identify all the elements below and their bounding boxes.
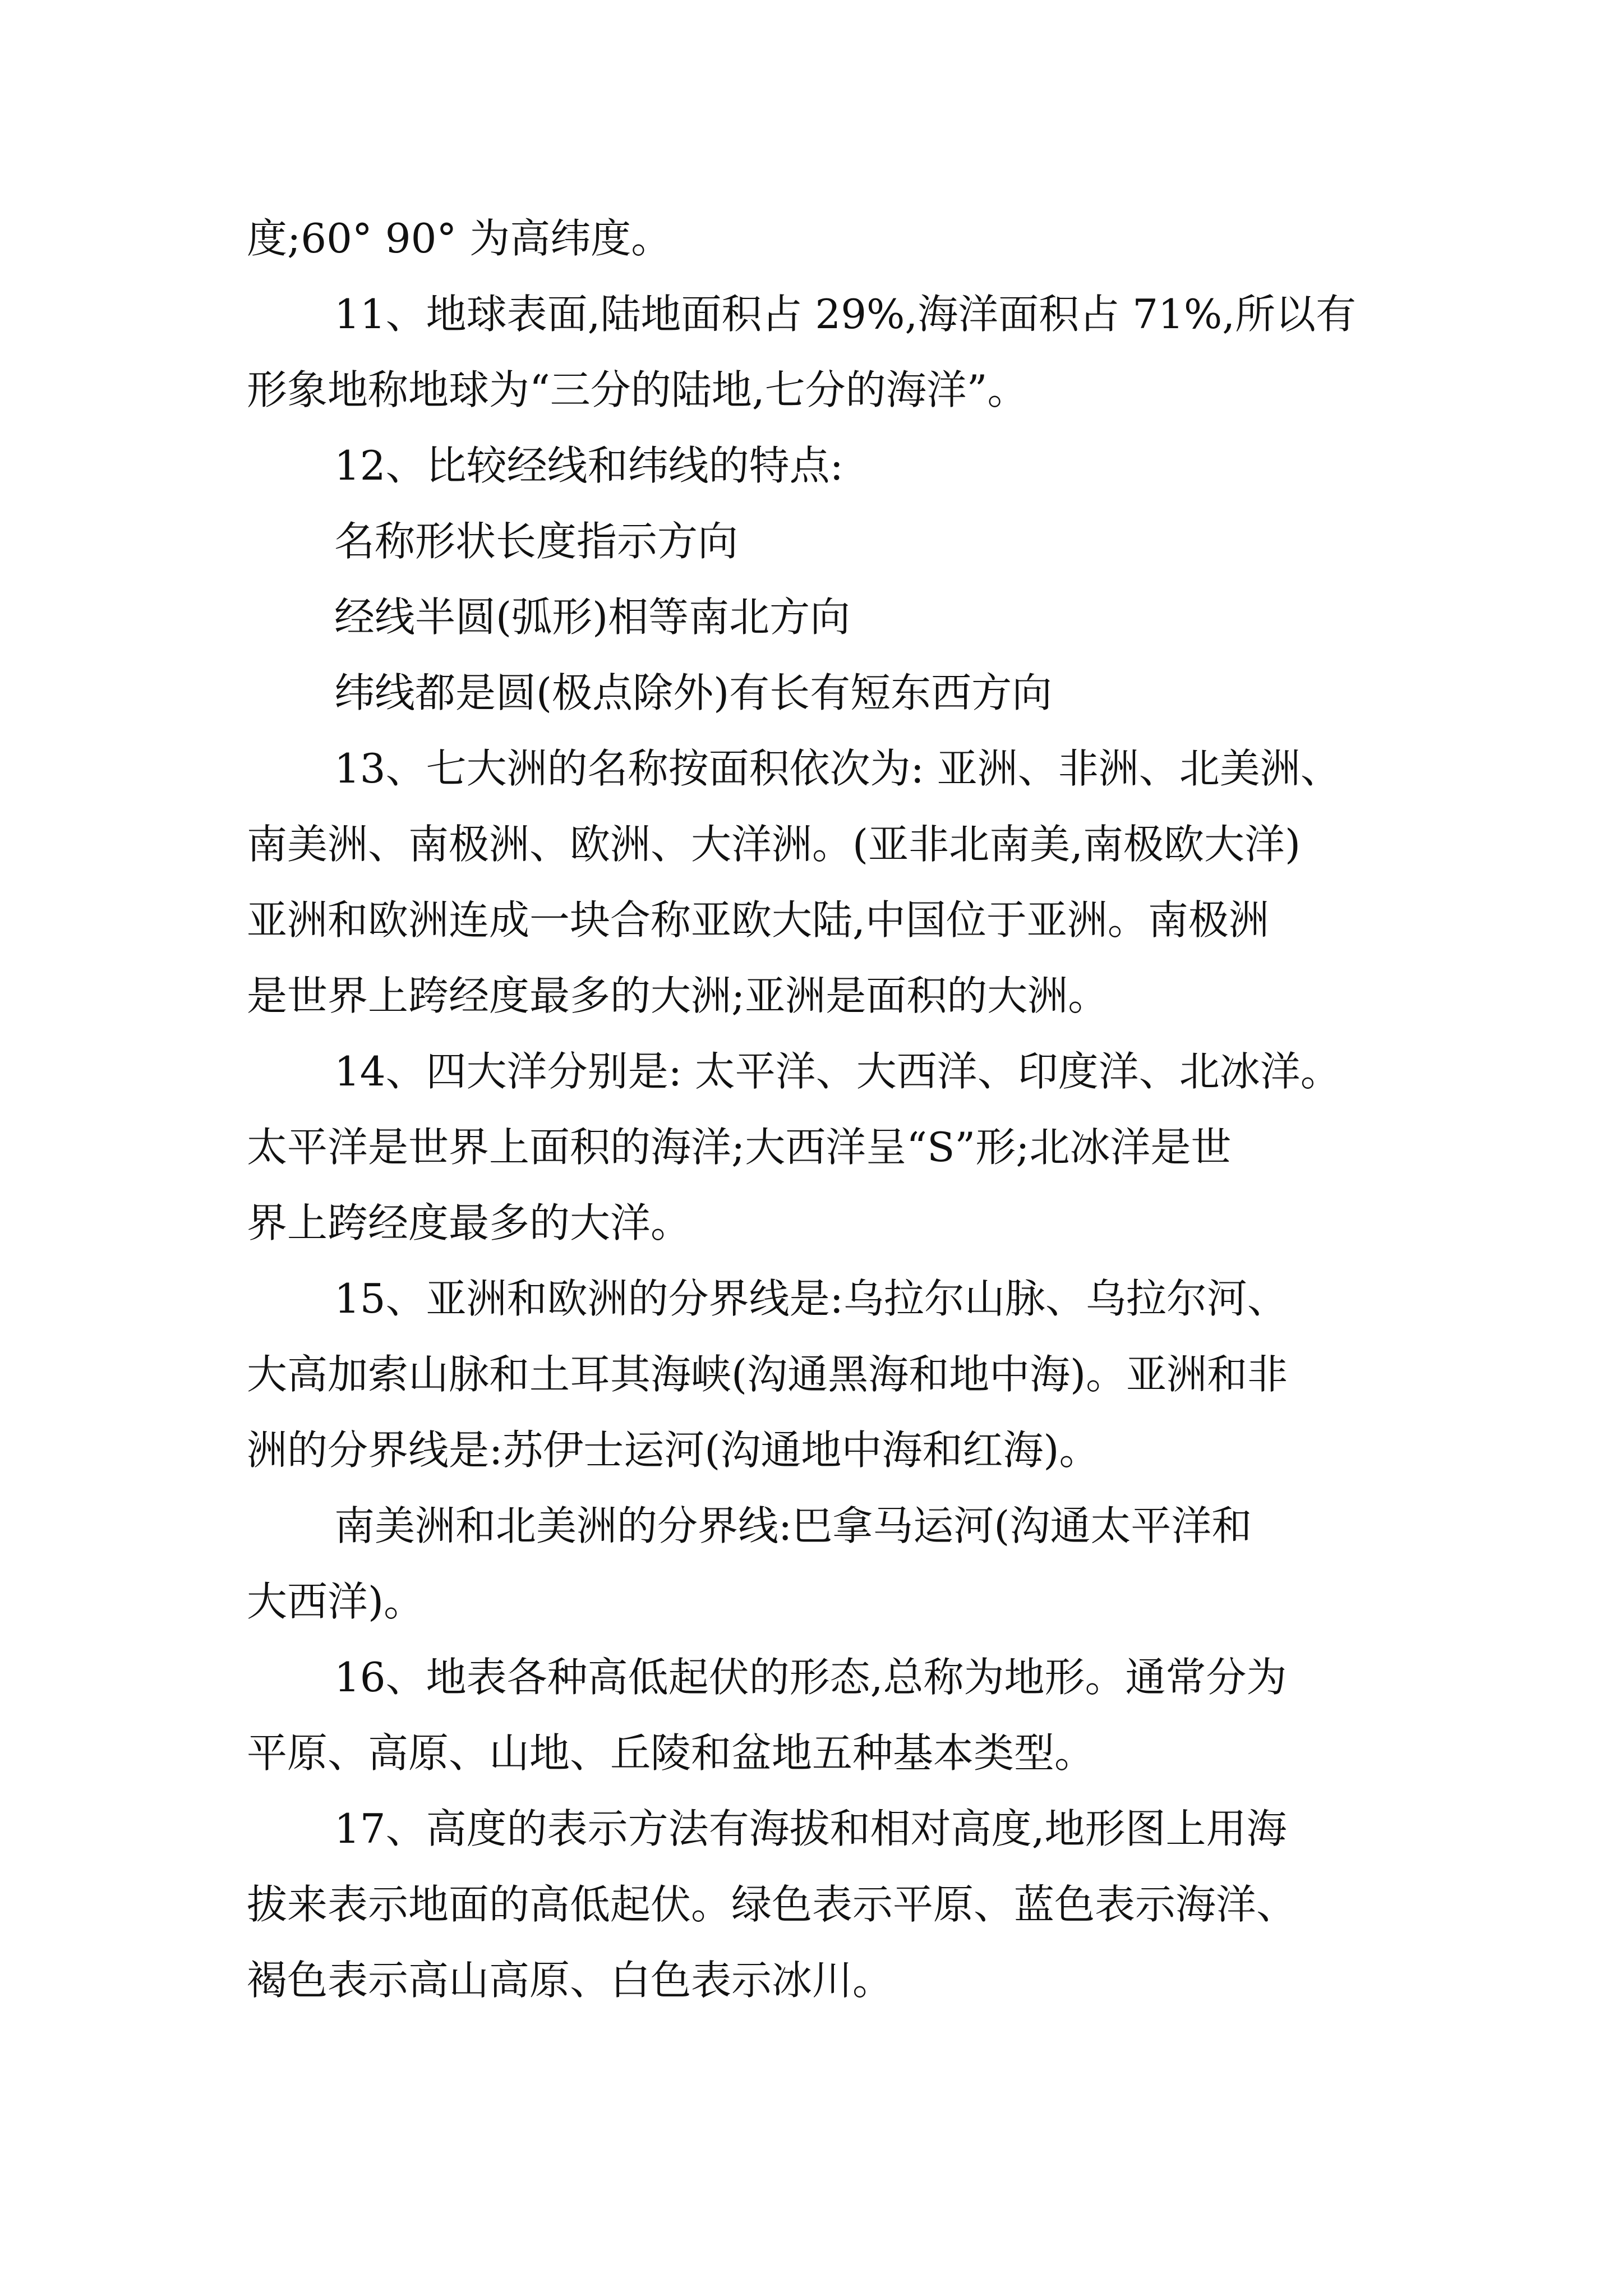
text-line: 太平洋是世界上面积的海洋;大西洋呈“S”形;北冰洋是世: [247, 1124, 1232, 1171]
text-line: 15、亚洲和欧洲的分界线是:乌拉尔山脉、乌拉尔河、: [334, 1275, 1288, 1322]
text-line: 拔来表示地面的高低起伏。绿色表示平原、蓝色表示海洋、: [247, 1881, 1297, 1928]
text-line: 亚洲和欧洲连成一块合称亚欧大陆,中国位于亚洲。南极洲: [247, 896, 1269, 944]
text-line: 经线半圆(弧形)相等南北方向: [334, 593, 851, 641]
text-line: 界上跨经度最多的大洋。: [247, 1199, 691, 1246]
text-line: 名称形状长度指示方向: [334, 518, 739, 565]
text-line: 14、四大洋分别是: 太平洋、大西洋、印度洋、北冰洋。: [334, 1048, 1341, 1095]
text-line: 南美洲、南极洲、欧洲、大洋洲。(亚非北南美,南极欧大洋): [247, 821, 1301, 868]
text-line: 度;60° 90° 为高纬度。: [247, 215, 672, 262]
text-line: 12、比较经线和纬线的特点:: [334, 442, 843, 489]
text-line: 洲的分界线是:苏伊士运河(沟通地中海和红海)。: [247, 1427, 1100, 1474]
text-line: 13、七大洲的名称按面积依次为: 亚洲、非洲、北美洲、: [334, 745, 1341, 792]
text-line: 大西洋)。: [247, 1578, 425, 1625]
text-line: 南美洲和北美洲的分界线:巴拿马运河(沟通太平洋和: [334, 1502, 1252, 1549]
text-line: 平原、高原、山地、丘陵和盆地五种基本类型。: [247, 1729, 1095, 1777]
text-line: 纬线都是圆(极点除外)有长有短东西方向: [334, 669, 1053, 716]
text-line: 11、地球表面,陆地面积占 29%,海洋面积占 71%,所以有: [334, 291, 1357, 338]
text-line: 大高加索山脉和土耳其海峡(沟通黑海和地中海)。亚洲和非: [247, 1351, 1288, 1398]
text-line: 褐色表示高山高原、白色表示冰川。: [247, 1957, 893, 2004]
text-line: 形象地称地球为“三分的陆地,七分的海洋”。: [247, 366, 1028, 413]
text-line: 16、地表各种高低起伏的形态,总称为地形。通常分为: [334, 1654, 1287, 1701]
text-line: 17、高度的表示方法有海拔和相对高度,地形图上用海: [334, 1805, 1287, 1852]
text-line: 是世界上跨经度最多的大洲;亚洲是面积的大洲。: [247, 972, 1109, 1019]
